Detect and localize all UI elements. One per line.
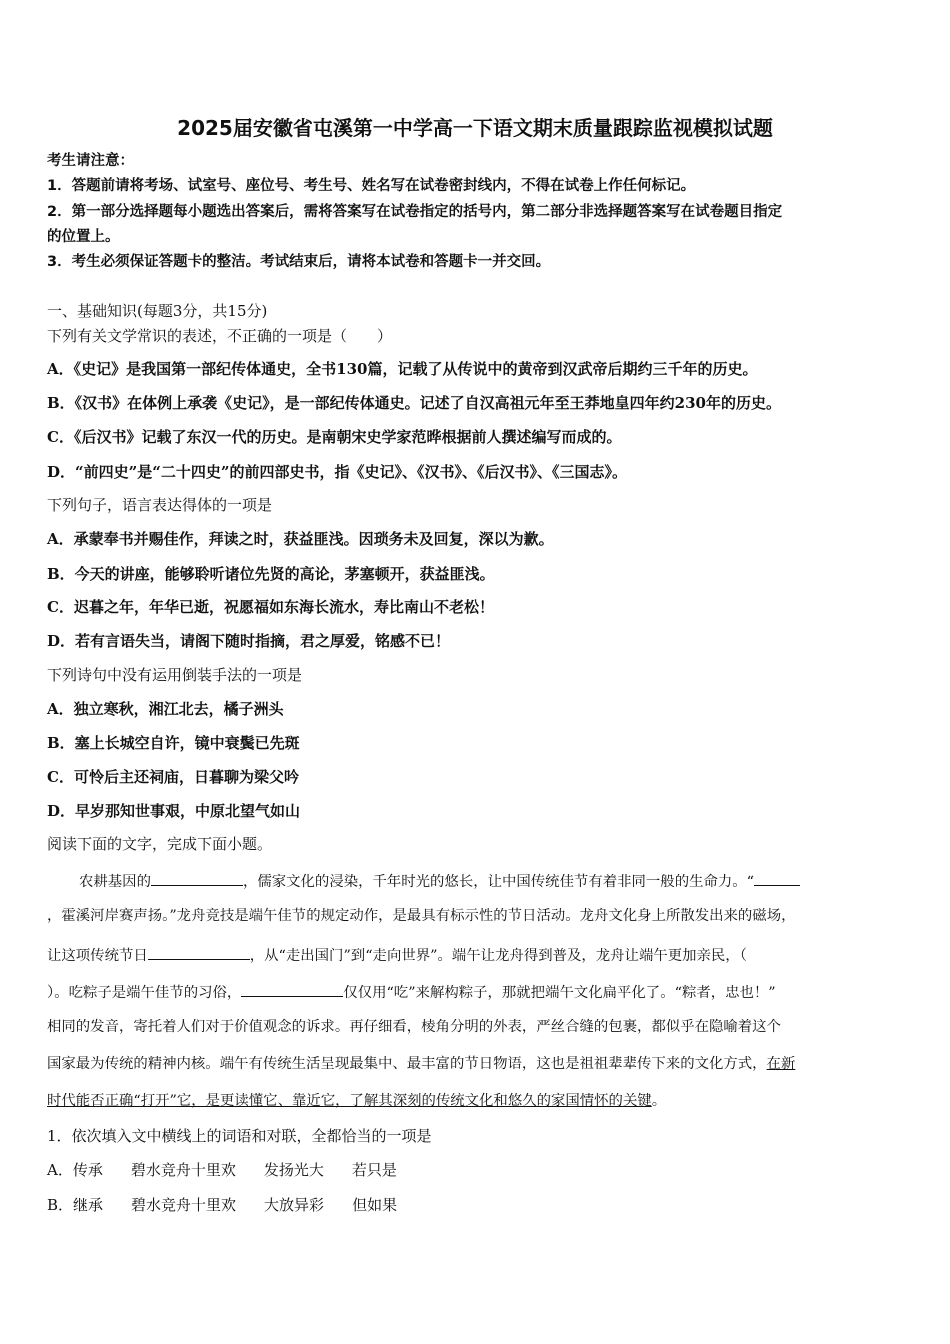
option-a: A．《史记》是我国第一部纪传体通史，全书130篇，记载了从传说中的黄帝到汉武帝后期约三千年的历史。 <box>47 360 758 378</box>
section-heading: 一、基础知识(每题3分，共15分) <box>47 302 268 320</box>
option-b: B．《汉书》在体例上承袭《史记》，是一部纪传体通史。记述了自汉高祖元年至王莽地皇四年约230年的历史。 <box>47 394 781 412</box>
option-a: A．独立寒秋，湘江北去，橘子洲头 <box>47 700 284 718</box>
notice-item: 2．第一部分选择题每小题选出答案后，需将答案写在试卷指定的括号内，第二部分非选择题答案写在试卷题目指定 <box>47 204 783 220</box>
passage-line: 农耕基因的 ，儒家文化的浸染，千年时光的悠长，让中国传统佳节有着非同一般的生命力。“ <box>47 869 905 892</box>
option-d: D．“前四史”是“二十四史”的前四部史书，指《史记》、《汉书》、《后汉书》、《三国志》。 <box>47 463 628 481</box>
reading-intro: 阅读下面的文字，完成下面小题。 <box>47 835 273 853</box>
option-d: D．早岁那知世事艰，中原北望气如山 <box>47 802 301 820</box>
option-b: B．塞上长城空自许，镜中衰鬓已先斑 <box>47 734 300 752</box>
passage-line: ，霍溪河岸赛声扬。”龙舟竞技是端午佳节的规定动作，是最具有标示性的节日活动。龙舟文化身上所散发出来的磁场， <box>47 908 796 924</box>
option-c: C．可怜后主还祠庙，日暮聊为梁父吟 <box>47 768 299 786</box>
notice-item: 1．答题前请将考场、试室号、座位号、考生号、姓名写在试卷密封线内，不得在试卷上作任何标记。 <box>47 178 696 194</box>
option-a: A．传承 碧水竞舟十里欢 发扬光大 若只是 <box>47 1161 397 1179</box>
answer-blank <box>148 943 250 960</box>
passage-line: 相同的发音，寄托着人们对于价值观念的诉求。再仔细看，棱角分明的外表，严丝合缝的包裹，都似乎在隐喻着这个 <box>47 1019 781 1035</box>
passage-line: ）。吃粽子是端午佳节的习俗， 仅仅用“吃”来解构粽子，那就把端午文化扁平化了。“粽者，忠也！” <box>47 980 905 1003</box>
question-stem: 1．依次填入文中横线上的词语和对联，全都恰当的一项是 <box>47 1127 432 1145</box>
passage-line: 时代能否正确“打开”它，是更读懂它、靠近它，了解其深刻的传统文化和悠久的家国情怀的关键。 <box>47 1093 667 1109</box>
page-title: 2025届安徽省屯溪第一中学高一下语文期末质量跟踪监视模拟试题 <box>177 116 773 140</box>
answer-blank <box>241 980 343 997</box>
underlined-text: 时代能否正确“打开”它，是更读懂它、靠近它，了解其深刻的传统文化和悠久的家国情怀的关键 <box>47 1093 652 1109</box>
passage-line: 国家最为传统的精神内核。端午有传统生活呈现最集中、最丰富的节日物语，这也是祖祖辈辈传下来的文化方式，在新 <box>47 1056 796 1072</box>
option-d: D．若有言语失当，请阁下随时指摘，君之厚爱，铭感不已！ <box>47 632 451 650</box>
notice-heading: 考生请注意： <box>47 153 134 169</box>
question-stem: 下列句子，语言表达得体的一项是 <box>47 496 273 514</box>
notice-item: 3．考生必须保证答题卡的整洁。考试结束后，请将本试卷和答题卡一并交回。 <box>47 254 551 270</box>
question-stem: 下列诗句中没有运用倒装手法的一项是 <box>47 666 303 684</box>
question-stem: 下列有关文学常识的表述，不正确的一项是（ ） <box>47 327 393 345</box>
answer-blank <box>151 869 243 886</box>
option-c: C．《后汉书》记载了东汉一代的历史。是南朝宋史学家范晔根据前人撰述编写而成的。 <box>47 428 622 446</box>
option-b: B．继承 碧水竞舟十里欢 大放异彩 但如果 <box>47 1196 398 1214</box>
notice-item: 的位置上。 <box>47 229 120 245</box>
underlined-text: 在新 <box>766 1056 796 1072</box>
option-c: C．迟暮之年，年华已逝，祝愿福如东海长流水，寿比南山不老松！ <box>47 598 494 616</box>
answer-blank <box>754 869 800 886</box>
option-a: A．承蒙奉书并赐佳作，拜读之时，获益匪浅。因琐务未及回复，深以为歉。 <box>47 530 554 548</box>
passage-line: 让这项传统节日 ，从“走出国门”到“走向世界”。端午让龙舟得到普及，龙舟让端午更加亲民，（ <box>47 943 905 966</box>
option-b: B．今天的讲座，能够聆听诸位先贤的高论，茅塞顿开，获益匪浅。 <box>47 565 495 583</box>
